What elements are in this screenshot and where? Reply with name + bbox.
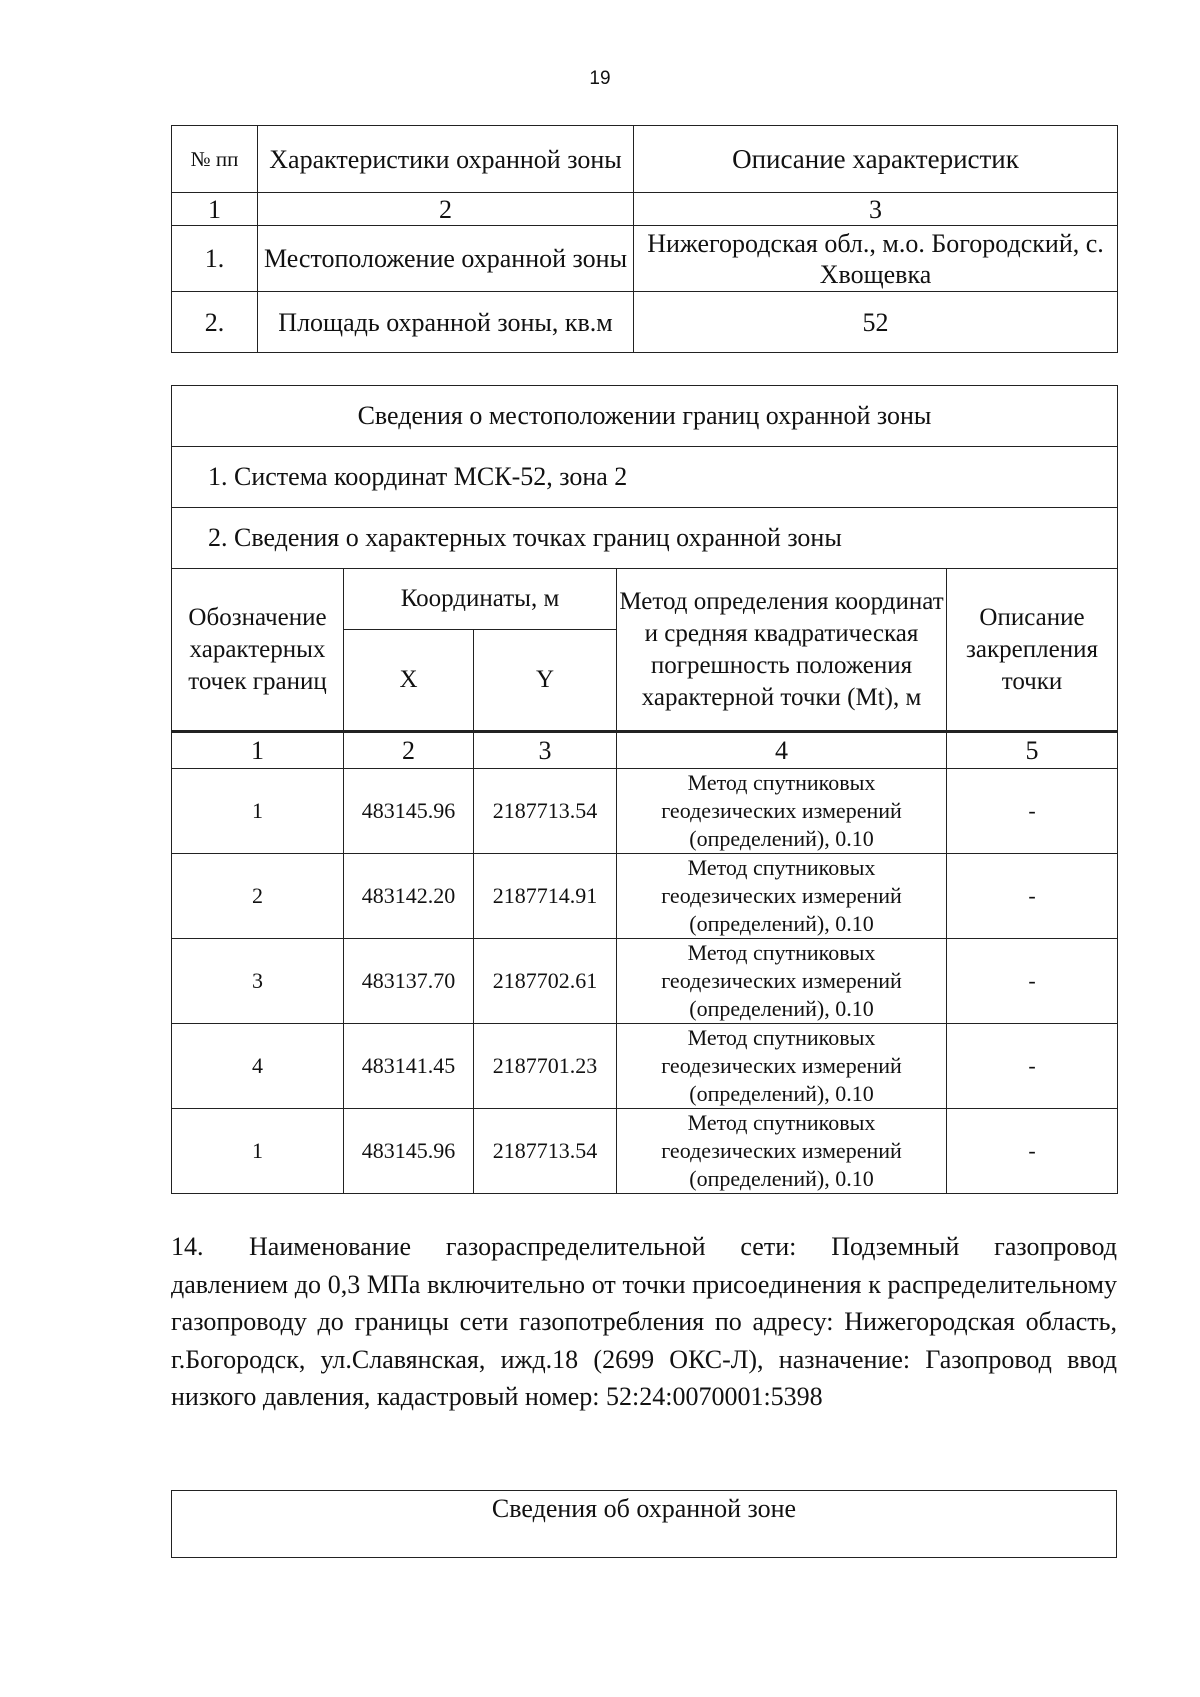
col-number: 2 bbox=[258, 193, 634, 226]
point-fixing: - bbox=[947, 854, 1118, 939]
point-fixing: - bbox=[947, 1024, 1118, 1109]
header-characteristic: Характеристики охранной зоны bbox=[258, 126, 634, 193]
header-designation: Обозначение характерных точек границ bbox=[172, 569, 344, 732]
table-row bbox=[172, 226, 1118, 292]
table-row bbox=[172, 769, 1118, 854]
header-num: № пп bbox=[172, 126, 258, 193]
column-numbers-row bbox=[172, 732, 1118, 769]
row-num: 1. bbox=[172, 226, 258, 292]
boundary-title: Сведения о местоположении границ охранной зоны bbox=[172, 386, 1118, 447]
section-text: Наименование газораспределительной сети: Подземный газопровод давлением до 0,3 МПа включительно от точки присоединения к распределительному газопроводу до границы сети газопотребления по адресу: Нижегородская область, г.Богородск, ул.Славянская, ижд.18 (2699 ОКС-Л), назначение: Газопровод ввод низкого давления, кадастровый номер: 52:24:0070001:5398 bbox=[171, 1232, 1117, 1411]
point-method: Метод спутниковых геодезических измерений (определений), 0.10 bbox=[617, 854, 947, 939]
point-y: 2187702.61 bbox=[474, 939, 617, 1024]
header-fixing: Описание закрепления точки bbox=[947, 569, 1118, 732]
col-number: 3 bbox=[474, 732, 617, 769]
point-method: Метод спутниковых геодезических измерений (определений), 0.10 bbox=[617, 939, 947, 1024]
column-numbers-row bbox=[172, 193, 1118, 226]
col-number: 1 bbox=[172, 732, 344, 769]
point-x: 483141.45 bbox=[344, 1024, 474, 1109]
protected-zone-box bbox=[171, 1490, 1117, 1558]
header-x: X bbox=[344, 630, 474, 732]
point-x: 483142.20 bbox=[344, 854, 474, 939]
table-row bbox=[172, 292, 1118, 353]
header-description: Описание характеристик bbox=[634, 126, 1118, 193]
points-title-row bbox=[172, 508, 1118, 569]
point-y: 2187713.54 bbox=[474, 1109, 617, 1194]
point-y: 2187701.23 bbox=[474, 1024, 617, 1109]
page-number: 19 bbox=[589, 68, 611, 89]
row-num: 2. bbox=[172, 292, 258, 353]
point-y: 2187714.91 bbox=[474, 854, 617, 939]
point-id: 4 bbox=[172, 1024, 344, 1109]
point-method: Метод спутниковых геодезических измерений (определений), 0.10 bbox=[617, 1109, 947, 1194]
col-number: 4 bbox=[617, 732, 947, 769]
row-description: Нижегородская обл., м.о. Богородский, с. Хвощевка bbox=[634, 226, 1118, 292]
section-number: 14. bbox=[171, 1232, 204, 1261]
col-number: 1 bbox=[172, 193, 258, 226]
table-row bbox=[172, 1024, 1118, 1109]
col-number: 2 bbox=[344, 732, 474, 769]
point-id: 1 bbox=[172, 769, 344, 854]
table-header-row bbox=[172, 126, 1118, 193]
row-description: 52 bbox=[634, 292, 1118, 353]
points-title: 2. Сведения о характерных точках границ охранной зоны bbox=[172, 508, 1118, 569]
point-method: Метод спутниковых геодезических измерений (определений), 0.10 bbox=[617, 1024, 947, 1109]
header-method: Метод определения координат и средняя квадратическая погрешность положения характерной точки (Mt), м bbox=[617, 569, 947, 732]
point-id: 1 bbox=[172, 1109, 344, 1194]
zone-characteristics-table bbox=[171, 125, 1118, 353]
section-paragraph bbox=[171, 1228, 1117, 1416]
point-x: 483145.96 bbox=[344, 769, 474, 854]
boundary-points-table bbox=[171, 385, 1118, 1194]
row-characteristic: Площадь охранной зоны, кв.м bbox=[258, 292, 634, 353]
point-fixing: - bbox=[947, 1109, 1118, 1194]
point-method: Метод спутниковых геодезических измерений (определений), 0.10 bbox=[617, 769, 947, 854]
point-y: 2187713.54 bbox=[474, 769, 617, 854]
col-number: 3 bbox=[634, 193, 1118, 226]
column-header-row bbox=[172, 569, 1118, 630]
header-y: Y bbox=[474, 630, 617, 732]
point-fixing: - bbox=[947, 939, 1118, 1024]
point-id: 2 bbox=[172, 854, 344, 939]
coord-system: 1. Система координат МСК-52, зона 2 bbox=[172, 447, 1118, 508]
table-row bbox=[172, 854, 1118, 939]
point-x: 483137.70 bbox=[344, 939, 474, 1024]
point-x: 483145.96 bbox=[344, 1109, 474, 1194]
header-coordinates: Координаты, м bbox=[344, 569, 617, 630]
boundary-title-row bbox=[172, 386, 1118, 447]
row-characteristic: Местоположение охранной зоны bbox=[258, 226, 634, 292]
table-row bbox=[172, 939, 1118, 1024]
table-row bbox=[172, 1109, 1118, 1194]
col-number: 5 bbox=[947, 732, 1118, 769]
protected-zone-title: Сведения об охранной зоне bbox=[491, 1494, 797, 1523]
point-id: 3 bbox=[172, 939, 344, 1024]
coord-system-row bbox=[172, 447, 1118, 508]
point-fixing: - bbox=[947, 769, 1118, 854]
